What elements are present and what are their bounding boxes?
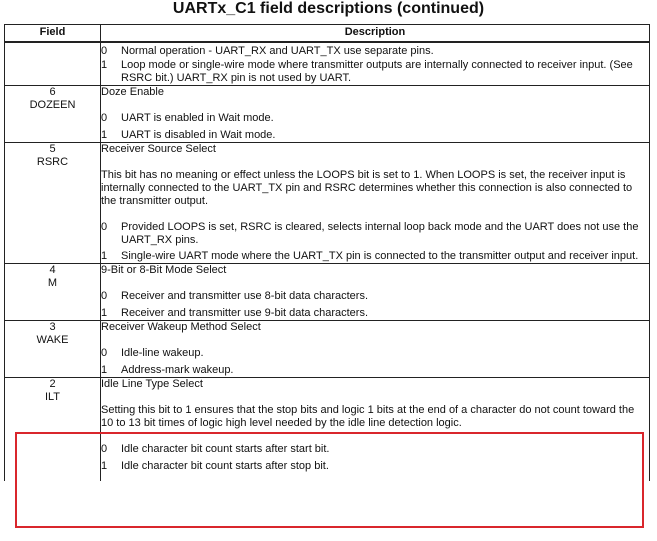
option-text: Idle character bit count starts after start bit.: [121, 443, 330, 455]
field-bit: 6: [49, 86, 56, 98]
option-row: [101, 307, 649, 320]
option-key: 1: [101, 364, 108, 376]
option-text: UART is enabled in Wait mode.: [121, 112, 274, 124]
field-bit: 3: [49, 321, 56, 333]
option-text: Idle-line wakeup.: [121, 347, 204, 359]
field-paragraph: Setting this bit to 1 ensures that the stop bits and logic 1 bits at the end of a character do not count toward the 10 to 13 bit times of logic high level needed by the idle line detection logic.: [101, 404, 635, 429]
field-name: RSRC: [36, 156, 69, 168]
option-text: Receiver and transmitter use 9-bit data characters.: [121, 307, 369, 319]
table-row: [5, 86, 650, 143]
option-text: Idle character bit count starts after stop bit.: [121, 460, 329, 472]
option-row: [101, 250, 649, 263]
option-text: Provided LOOPS is set, RSRC is cleared, selects internal loop back mode and the UART does not use the UART_RX pins.: [121, 221, 639, 246]
option-row: [101, 59, 649, 85]
option-row: [101, 45, 649, 58]
option-row: [101, 347, 649, 360]
field-name: ILT: [44, 391, 61, 403]
field-name: M: [47, 277, 58, 289]
field-bit: 2: [49, 378, 56, 390]
option-key: 0: [101, 221, 108, 233]
option-row: [101, 129, 649, 142]
table-row: [5, 143, 650, 264]
option-text: Loop mode or single-wire mode where transmitter outputs are internally connected to receiver input. (See RSRC bit.) UART_RX pin is not used by UART.: [121, 59, 633, 84]
description-cell: [101, 378, 650, 482]
field-cell: [5, 321, 101, 378]
field-heading: 9-Bit or 8-Bit Mode Select: [101, 264, 227, 276]
option-text: Single-wire UART mode where the UART_TX pin is connected to the transmitter output and receiver input.: [121, 250, 639, 262]
option-key: 0: [101, 290, 108, 302]
option-key: 1: [101, 460, 108, 472]
option-row: [101, 290, 649, 303]
option-key: 0: [101, 112, 108, 124]
field-cell: [5, 86, 101, 143]
description-cell: [101, 42, 650, 86]
field-heading: Doze Enable: [101, 86, 164, 98]
table-row: [5, 378, 650, 482]
field-heading: Idle Line Type Select: [101, 378, 203, 390]
option-key: 0: [101, 45, 108, 57]
option-text: Normal operation - UART_RX and UART_TX use separate pins.: [121, 45, 434, 57]
table-row: [5, 264, 650, 321]
table-row: [5, 42, 650, 86]
option-text: Receiver and transmitter use 8-bit data characters.: [121, 290, 369, 302]
field-cell: [5, 264, 101, 321]
description-cell: [101, 321, 650, 378]
option-row: [101, 364, 649, 377]
column-header-field: Field: [5, 25, 101, 43]
description-cell: [101, 143, 650, 264]
description-cell: [101, 86, 650, 143]
option-key: 1: [101, 59, 108, 71]
column-header-description: Description: [101, 25, 650, 43]
field-heading: Receiver Wakeup Method Select: [101, 321, 261, 333]
option-key: 1: [101, 307, 108, 319]
field-name: DOZEEN: [29, 99, 76, 111]
option-row: [101, 221, 649, 247]
field-cell: [5, 42, 101, 86]
field-bit: 4: [49, 264, 56, 276]
field-bit: 5: [49, 143, 56, 155]
option-row: [101, 460, 649, 473]
field-name: WAKE: [36, 334, 69, 346]
option-row: [101, 112, 649, 125]
table-header-row: [5, 25, 650, 43]
option-row: [101, 443, 649, 456]
field-paragraph: This bit has no meaning or effect unless the LOOPS bit is set to 1. When LOOPS is set, the receiver input is internally connected to the UART_TX pin and RSRC determines whether this connection is also connected to the transmitter output.: [101, 169, 633, 207]
page-title: UARTx_C1 field descriptions (continued): [172, 0, 485, 17]
field-descriptions-table: [4, 24, 650, 481]
option-text: Address-mark wakeup.: [121, 364, 234, 376]
field-cell: [5, 143, 101, 264]
option-key: 1: [101, 250, 108, 262]
option-key: 0: [101, 443, 108, 455]
description-cell: [101, 264, 650, 321]
option-key: 0: [101, 347, 108, 359]
table-row: [5, 321, 650, 378]
field-heading: Receiver Source Select: [101, 143, 216, 155]
option-text: UART is disabled in Wait mode.: [121, 129, 276, 141]
option-key: 1: [101, 129, 108, 141]
field-cell: [5, 378, 101, 482]
